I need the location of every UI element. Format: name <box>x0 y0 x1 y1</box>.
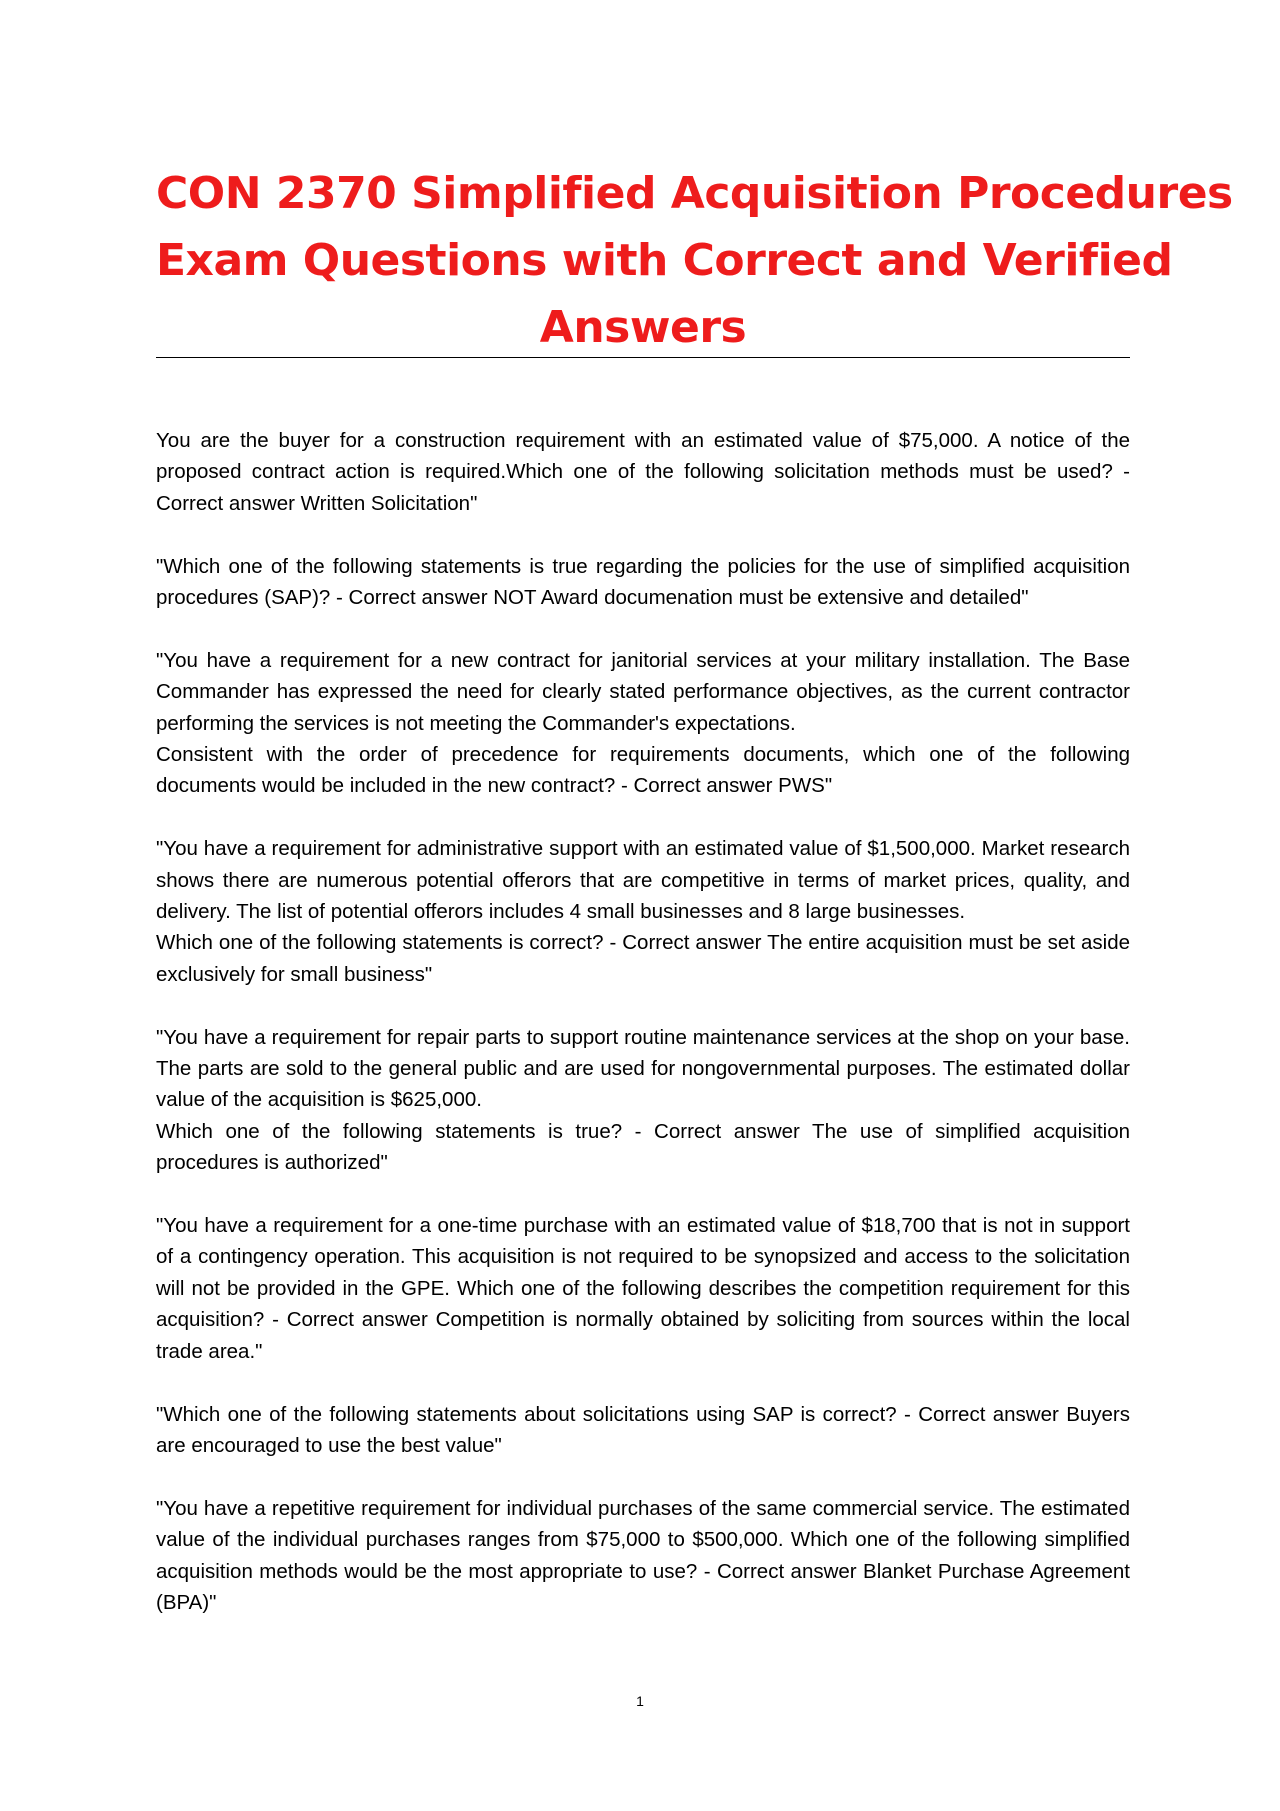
qa-paragraph <box>156 1210 1130 1367</box>
qa-text: "You have a requirement for a new contract for janitorial services at your military installation. The Base Commander has expressed the need for clearly stated performance objectives, as the current contractor performing the services is not meeting the Commander's expectations. <box>156 648 1130 735</box>
qa-text: "Which one of the following statements is true regarding the policies for the use of simplified acquisition procedures (SAP)? - Correct answer NOT Award documenation must be extensive and detailed" <box>156 554 1130 610</box>
qa-text: "You have a requirement for repair parts to support routine maintenance services at the shop on your base. The parts are sold to the general public and are used for nongovernmental purposes. The estimated dollar value of the acquisition is $625,000. <box>156 1025 1130 1112</box>
document-body <box>156 425 1130 1650</box>
title-line: CON 2370 Simplified Acquisition Procedures <box>156 168 1233 219</box>
qa-text: "You have a repetitive requirement for individual purchases of the same commercial service. The estimated value of the individual purchases ranges from $75,000 to $500,000. Which one of the following simplified acquisition methods would be the most appropriate to use? - Correct answer Blanket Purchase Agreement (BPA)" <box>156 1496 1130 1614</box>
qa-paragraph <box>156 1399 1130 1462</box>
qa-paragraph <box>156 645 1130 802</box>
qa-text: Which one of the following statements is true? - Correct answer The use of simplified acquisition procedures is authorized" <box>156 1119 1130 1175</box>
title-line: Answers <box>539 302 747 353</box>
qa-text: Consistent with the order of precedence for requirements documents, which one of the following documents would be included in the new contract? - Correct answer PWS" <box>156 743 1130 798</box>
document-title <box>156 160 1233 361</box>
qa-paragraph <box>156 833 1130 990</box>
qa-paragraph <box>156 1022 1130 1179</box>
title-divider <box>156 357 1130 358</box>
qa-text: "You have a requirement for administrative support with an estimated value of $1,500,000. Market research shows there are numerous potential offerors that are competitive in terms of market prices, quality, and delivery. The list of potential offerors includes 4 small businesses and 8 large businesses. <box>156 837 1130 924</box>
qa-text: "You have a requirement for a one-time purchase with an estimated value of $18,700 that is not in support of a contingency operation. This acquisition is not required to be synopsized and access to the solicitation will not be provided in the GPE. Which one of the following describes the competition requirement for this acquisition? - Correct answer Competition is normally obtained by soliciting from sources within the local trade area." <box>156 1214 1130 1363</box>
qa-text: You are the buyer for a construction requirement with an estimated value of $75,000. A notice of the proposed contract action is required.Which one of the following solicitation methods must be used? - Correct answer Written Solicitation" <box>156 429 1130 515</box>
title-block <box>156 160 1233 361</box>
qa-text: "Which one of the following statements about solicitations using SAP is correct? - Correct answer Buyers are encouraged to use the best value" <box>156 1402 1130 1457</box>
qa-paragraph <box>156 551 1130 614</box>
qa-paragraph <box>156 425 1130 519</box>
qa-paragraph <box>156 1493 1130 1619</box>
qa-text: Which one of the following statements is correct? - Correct answer The entire acquisition must be set aside exclusively for small business" <box>156 931 1130 986</box>
title-line: Exam Questions with Correct and Verified <box>156 235 1173 286</box>
page-number: 1 <box>636 1693 644 1709</box>
